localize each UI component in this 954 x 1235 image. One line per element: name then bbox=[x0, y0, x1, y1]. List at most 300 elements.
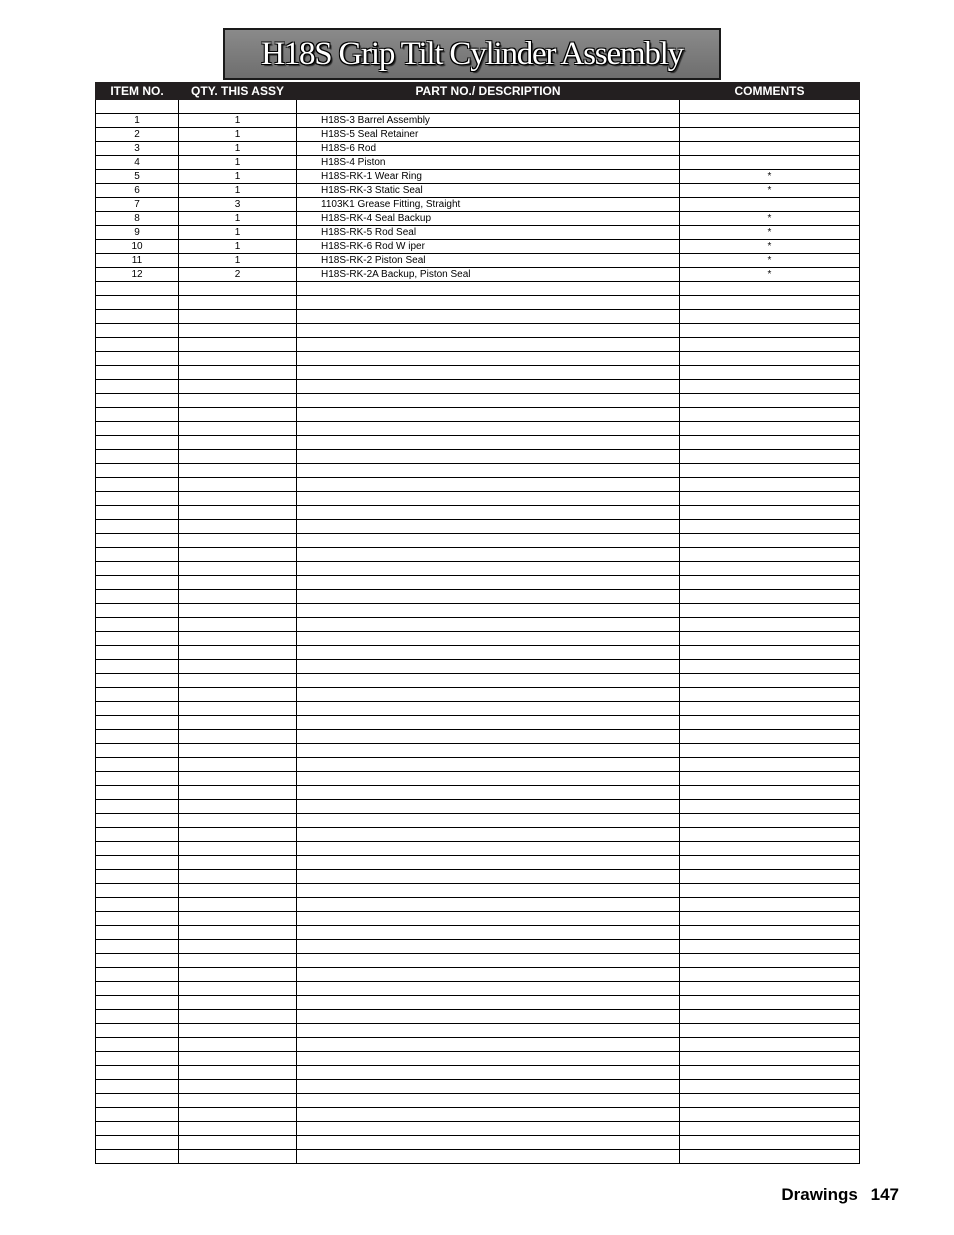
empty-cell bbox=[179, 296, 297, 310]
empty-cell bbox=[680, 968, 860, 982]
empty-cell bbox=[179, 1150, 297, 1164]
table-header-row bbox=[96, 83, 860, 100]
empty-cell bbox=[297, 660, 680, 674]
empty-cell bbox=[179, 1094, 297, 1108]
empty-cell bbox=[680, 646, 860, 660]
empty-cell bbox=[96, 744, 179, 758]
empty-cell bbox=[96, 912, 179, 926]
empty-cell bbox=[96, 534, 179, 548]
empty-cell bbox=[680, 688, 860, 702]
empty-table-row bbox=[96, 660, 860, 674]
empty-cell bbox=[179, 1038, 297, 1052]
empty-table-row bbox=[96, 1052, 860, 1066]
description-cell: H18S-RK-5 Rod Seal bbox=[297, 226, 680, 240]
empty-cell bbox=[179, 478, 297, 492]
empty-cell bbox=[96, 618, 179, 632]
empty-cell bbox=[680, 1094, 860, 1108]
comment-cell: * bbox=[680, 184, 860, 198]
empty-cell bbox=[680, 884, 860, 898]
quantity-cell: 1 bbox=[179, 254, 297, 268]
empty-cell bbox=[297, 1122, 680, 1136]
empty-table-row bbox=[96, 744, 860, 758]
empty-table-row bbox=[96, 576, 860, 590]
header-description: PART NO./ DESCRIPTION bbox=[297, 83, 680, 100]
empty-table-row bbox=[96, 814, 860, 828]
empty-table-row bbox=[96, 422, 860, 436]
footer-page-number: 147 bbox=[870, 1185, 899, 1204]
empty-cell bbox=[297, 478, 680, 492]
empty-table-row bbox=[96, 912, 860, 926]
empty-cell bbox=[96, 814, 179, 828]
empty-cell bbox=[179, 576, 297, 590]
empty-cell bbox=[96, 1094, 179, 1108]
empty-cell bbox=[297, 982, 680, 996]
empty-table-row bbox=[96, 842, 860, 856]
empty-cell bbox=[680, 1010, 860, 1024]
quantity-cell: 1 bbox=[179, 142, 297, 156]
empty-cell bbox=[680, 464, 860, 478]
empty-cell bbox=[297, 646, 680, 660]
table-row bbox=[96, 184, 860, 198]
empty-cell bbox=[680, 282, 860, 296]
empty-table-row bbox=[96, 940, 860, 954]
description-cell: H18S-RK-6 Rod W iper bbox=[297, 240, 680, 254]
page-footer bbox=[781, 1185, 899, 1205]
empty-cell bbox=[179, 1122, 297, 1136]
empty-table-row bbox=[96, 786, 860, 800]
empty-table-row bbox=[96, 1010, 860, 1024]
quantity-cell: 1 bbox=[179, 240, 297, 254]
empty-cell bbox=[680, 1024, 860, 1038]
empty-table-row bbox=[96, 506, 860, 520]
empty-cell bbox=[179, 1010, 297, 1024]
empty-cell bbox=[680, 926, 860, 940]
empty-cell bbox=[680, 1066, 860, 1080]
item-number-cell: 6 bbox=[96, 184, 179, 198]
empty-cell bbox=[297, 842, 680, 856]
empty-table-row bbox=[96, 632, 860, 646]
empty-cell bbox=[680, 1038, 860, 1052]
empty-table-row bbox=[96, 954, 860, 968]
parts-table-body bbox=[96, 100, 860, 1164]
empty-cell bbox=[179, 492, 297, 506]
table-row bbox=[96, 170, 860, 184]
empty-table-row bbox=[96, 534, 860, 548]
empty-cell bbox=[297, 576, 680, 590]
empty-cell bbox=[179, 520, 297, 534]
item-number-cell: 2 bbox=[96, 128, 179, 142]
empty-cell bbox=[179, 1024, 297, 1038]
empty-cell bbox=[179, 604, 297, 618]
empty-cell bbox=[680, 478, 860, 492]
empty-cell bbox=[96, 968, 179, 982]
empty-cell bbox=[297, 912, 680, 926]
empty-cell bbox=[297, 338, 680, 352]
empty-cell bbox=[96, 828, 179, 842]
empty-table-row bbox=[96, 366, 860, 380]
quantity-cell: 1 bbox=[179, 226, 297, 240]
empty-table-row bbox=[96, 1108, 860, 1122]
empty-cell bbox=[680, 856, 860, 870]
empty-cell bbox=[179, 702, 297, 716]
empty-table-row bbox=[96, 898, 860, 912]
empty-cell bbox=[179, 968, 297, 982]
empty-cell bbox=[179, 436, 297, 450]
empty-cell bbox=[297, 436, 680, 450]
empty-cell bbox=[179, 786, 297, 800]
empty-cell bbox=[297, 464, 680, 478]
empty-cell bbox=[297, 1024, 680, 1038]
empty-table-row bbox=[96, 380, 860, 394]
comment-cell: * bbox=[680, 170, 860, 184]
empty-cell bbox=[96, 506, 179, 520]
empty-cell bbox=[297, 926, 680, 940]
empty-cell bbox=[179, 618, 297, 632]
empty-cell bbox=[680, 338, 860, 352]
empty-cell bbox=[96, 856, 179, 870]
empty-cell bbox=[297, 282, 680, 296]
empty-cell bbox=[680, 422, 860, 436]
empty-table-row bbox=[96, 352, 860, 366]
empty-cell bbox=[96, 1052, 179, 1066]
empty-cell bbox=[297, 940, 680, 954]
empty-cell bbox=[297, 492, 680, 506]
empty-table-row bbox=[96, 604, 860, 618]
empty-cell bbox=[96, 786, 179, 800]
empty-cell bbox=[179, 1080, 297, 1094]
empty-cell bbox=[179, 716, 297, 730]
empty-cell bbox=[680, 380, 860, 394]
empty-cell bbox=[96, 632, 179, 646]
quantity-cell: 1 bbox=[179, 212, 297, 226]
empty-cell bbox=[96, 842, 179, 856]
comment-cell: * bbox=[680, 212, 860, 226]
empty-cell bbox=[680, 310, 860, 324]
empty-cell bbox=[96, 758, 179, 772]
empty-cell bbox=[680, 534, 860, 548]
empty-cell bbox=[179, 408, 297, 422]
empty-cell bbox=[179, 912, 297, 926]
header-item-no: ITEM NO. bbox=[96, 83, 179, 100]
empty-cell bbox=[297, 632, 680, 646]
empty-cell bbox=[680, 912, 860, 926]
table-row bbox=[96, 142, 860, 156]
header-qty: QTY. THIS ASSY bbox=[179, 83, 297, 100]
empty-cell bbox=[96, 324, 179, 338]
empty-table-row bbox=[96, 478, 860, 492]
empty-cell bbox=[680, 492, 860, 506]
empty-cell bbox=[96, 562, 179, 576]
empty-cell bbox=[179, 534, 297, 548]
empty-cell bbox=[96, 940, 179, 954]
empty-cell bbox=[297, 534, 680, 548]
empty-table-row bbox=[96, 1122, 860, 1136]
empty-cell bbox=[680, 800, 860, 814]
item-number-cell: 10 bbox=[96, 240, 179, 254]
empty-cell bbox=[179, 1108, 297, 1122]
empty-table-row bbox=[96, 800, 860, 814]
empty-cell bbox=[297, 828, 680, 842]
empty-cell bbox=[96, 296, 179, 310]
empty-table-row bbox=[96, 688, 860, 702]
empty-cell bbox=[179, 856, 297, 870]
empty-cell bbox=[297, 366, 680, 380]
empty-cell bbox=[297, 1094, 680, 1108]
empty-cell bbox=[680, 996, 860, 1010]
empty-cell bbox=[297, 996, 680, 1010]
empty-table-row bbox=[96, 982, 860, 996]
empty-cell bbox=[297, 618, 680, 632]
empty-cell bbox=[96, 716, 179, 730]
empty-cell bbox=[680, 562, 860, 576]
comment-cell: * bbox=[680, 226, 860, 240]
empty-cell bbox=[179, 996, 297, 1010]
empty-table-row bbox=[96, 1136, 860, 1150]
empty-cell bbox=[179, 338, 297, 352]
empty-cell bbox=[96, 730, 179, 744]
empty-cell bbox=[680, 548, 860, 562]
empty-cell bbox=[297, 520, 680, 534]
empty-table-row bbox=[96, 772, 860, 786]
empty-cell bbox=[680, 408, 860, 422]
empty-table-row bbox=[96, 548, 860, 562]
empty-cell bbox=[96, 1122, 179, 1136]
parts-table bbox=[95, 82, 860, 1164]
empty-cell bbox=[297, 310, 680, 324]
empty-cell bbox=[179, 632, 297, 646]
empty-cell bbox=[297, 296, 680, 310]
empty-cell bbox=[96, 352, 179, 366]
empty-cell bbox=[680, 1122, 860, 1136]
empty-cell bbox=[680, 772, 860, 786]
empty-cell bbox=[179, 1136, 297, 1150]
empty-cell bbox=[297, 548, 680, 562]
empty-cell bbox=[96, 408, 179, 422]
empty-cell bbox=[680, 436, 860, 450]
empty-cell bbox=[96, 870, 179, 884]
empty-cell bbox=[297, 1038, 680, 1052]
empty-cell bbox=[179, 800, 297, 814]
empty-cell bbox=[96, 996, 179, 1010]
empty-table-row bbox=[96, 856, 860, 870]
empty-cell bbox=[96, 1010, 179, 1024]
empty-cell bbox=[680, 842, 860, 856]
empty-table-row bbox=[96, 1094, 860, 1108]
item-number-cell: 5 bbox=[96, 170, 179, 184]
comment-cell bbox=[680, 114, 860, 128]
empty-cell bbox=[96, 394, 179, 408]
table-row bbox=[96, 114, 860, 128]
description-cell: H18S-RK-4 Seal Backup bbox=[297, 212, 680, 226]
empty-cell bbox=[179, 842, 297, 856]
item-number-cell: 3 bbox=[96, 142, 179, 156]
empty-cell bbox=[680, 730, 860, 744]
empty-table-row bbox=[96, 282, 860, 296]
empty-cell bbox=[297, 352, 680, 366]
empty-cell bbox=[96, 702, 179, 716]
empty-table-row bbox=[96, 1066, 860, 1080]
item-number-cell: 1 bbox=[96, 114, 179, 128]
empty-cell bbox=[96, 884, 179, 898]
empty-cell bbox=[96, 450, 179, 464]
table-row bbox=[96, 128, 860, 142]
empty-cell bbox=[680, 1150, 860, 1164]
empty-cell bbox=[96, 282, 179, 296]
empty-cell bbox=[297, 562, 680, 576]
empty-cell bbox=[680, 352, 860, 366]
item-number-cell: 11 bbox=[96, 254, 179, 268]
empty-cell bbox=[179, 660, 297, 674]
empty-table-row bbox=[96, 926, 860, 940]
empty-cell bbox=[179, 310, 297, 324]
empty-cell bbox=[179, 646, 297, 660]
empty-cell bbox=[680, 954, 860, 968]
quantity-cell: 2 bbox=[179, 268, 297, 282]
table-row bbox=[96, 240, 860, 254]
empty-cell bbox=[179, 464, 297, 478]
empty-table-row bbox=[96, 520, 860, 534]
empty-cell bbox=[297, 786, 680, 800]
empty-cell bbox=[96, 380, 179, 394]
empty-cell bbox=[297, 1080, 680, 1094]
empty-table-row bbox=[96, 590, 860, 604]
empty-table-row bbox=[96, 562, 860, 576]
empty-cell bbox=[96, 646, 179, 660]
empty-cell bbox=[96, 926, 179, 940]
empty-cell bbox=[680, 814, 860, 828]
description-cell: H18S-RK-1 Wear Ring bbox=[297, 170, 680, 184]
empty-cell bbox=[680, 394, 860, 408]
empty-table-row bbox=[96, 338, 860, 352]
empty-cell bbox=[680, 982, 860, 996]
empty-cell bbox=[179, 828, 297, 842]
empty-cell bbox=[96, 772, 179, 786]
empty-cell bbox=[179, 506, 297, 520]
empty-cell bbox=[297, 100, 680, 114]
empty-cell bbox=[297, 450, 680, 464]
quantity-cell: 1 bbox=[179, 156, 297, 170]
empty-cell bbox=[96, 310, 179, 324]
empty-cell bbox=[179, 380, 297, 394]
empty-cell bbox=[680, 898, 860, 912]
empty-cell bbox=[96, 604, 179, 618]
empty-cell bbox=[297, 1066, 680, 1080]
empty-cell bbox=[96, 338, 179, 352]
comment-cell bbox=[680, 156, 860, 170]
empty-cell bbox=[96, 954, 179, 968]
empty-table-row bbox=[96, 310, 860, 324]
comment-cell bbox=[680, 128, 860, 142]
item-number-cell: 4 bbox=[96, 156, 179, 170]
empty-cell bbox=[297, 1136, 680, 1150]
empty-cell bbox=[179, 940, 297, 954]
empty-cell bbox=[96, 436, 179, 450]
empty-cell bbox=[179, 100, 297, 114]
empty-cell bbox=[179, 1052, 297, 1066]
empty-cell bbox=[680, 870, 860, 884]
empty-table-row bbox=[96, 1150, 860, 1164]
empty-table-row bbox=[96, 996, 860, 1010]
empty-cell bbox=[297, 856, 680, 870]
description-cell: H18S-4 Piston bbox=[297, 156, 680, 170]
table-row bbox=[96, 156, 860, 170]
empty-cell bbox=[297, 884, 680, 898]
empty-cell bbox=[96, 1066, 179, 1080]
empty-cell bbox=[96, 464, 179, 478]
empty-cell bbox=[297, 1010, 680, 1024]
empty-cell bbox=[680, 758, 860, 772]
item-number-cell: 12 bbox=[96, 268, 179, 282]
empty-cell bbox=[680, 604, 860, 618]
empty-table-row bbox=[96, 618, 860, 632]
empty-cell bbox=[680, 450, 860, 464]
empty-cell bbox=[680, 632, 860, 646]
empty-table-row bbox=[96, 968, 860, 982]
empty-cell bbox=[680, 660, 860, 674]
table-row bbox=[96, 254, 860, 268]
empty-table-row bbox=[96, 758, 860, 772]
empty-cell bbox=[96, 366, 179, 380]
empty-cell bbox=[297, 506, 680, 520]
empty-cell bbox=[297, 422, 680, 436]
empty-cell bbox=[179, 758, 297, 772]
header-comments: COMMENTS bbox=[680, 83, 860, 100]
page-title: H18S Grip Tilt Cylinder Assembly bbox=[261, 35, 683, 72]
empty-cell bbox=[179, 814, 297, 828]
table-row bbox=[96, 212, 860, 226]
empty-cell bbox=[179, 744, 297, 758]
empty-table-row bbox=[96, 492, 860, 506]
empty-cell bbox=[297, 590, 680, 604]
empty-cell bbox=[179, 282, 297, 296]
empty-cell bbox=[96, 800, 179, 814]
empty-table-row bbox=[96, 1024, 860, 1038]
comment-cell bbox=[680, 198, 860, 212]
comment-cell: * bbox=[680, 268, 860, 282]
empty-table-row bbox=[96, 702, 860, 716]
description-cell: H18S-RK-2 Piston Seal bbox=[297, 254, 680, 268]
empty-table-row bbox=[96, 464, 860, 478]
empty-cell bbox=[96, 1080, 179, 1094]
quantity-cell: 1 bbox=[179, 184, 297, 198]
empty-table-row bbox=[96, 828, 860, 842]
empty-cell bbox=[96, 982, 179, 996]
empty-cell bbox=[297, 1108, 680, 1122]
empty-table-row bbox=[96, 296, 860, 310]
empty-cell bbox=[297, 730, 680, 744]
empty-cell bbox=[179, 590, 297, 604]
empty-cell bbox=[680, 940, 860, 954]
empty-cell bbox=[179, 394, 297, 408]
empty-cell bbox=[680, 296, 860, 310]
empty-cell bbox=[680, 576, 860, 590]
quantity-cell: 1 bbox=[179, 128, 297, 142]
empty-cell bbox=[680, 1108, 860, 1122]
item-number-cell: 9 bbox=[96, 226, 179, 240]
empty-cell bbox=[96, 100, 179, 114]
empty-cell bbox=[179, 674, 297, 688]
empty-table-row bbox=[96, 1080, 860, 1094]
empty-cell bbox=[297, 1052, 680, 1066]
empty-cell bbox=[297, 688, 680, 702]
empty-cell bbox=[297, 772, 680, 786]
description-cell: H18S-RK-2A Backup, Piston Seal bbox=[297, 268, 680, 282]
empty-cell bbox=[297, 968, 680, 982]
empty-table-row bbox=[96, 646, 860, 660]
empty-cell bbox=[680, 786, 860, 800]
empty-cell bbox=[680, 716, 860, 730]
comment-cell bbox=[680, 142, 860, 156]
